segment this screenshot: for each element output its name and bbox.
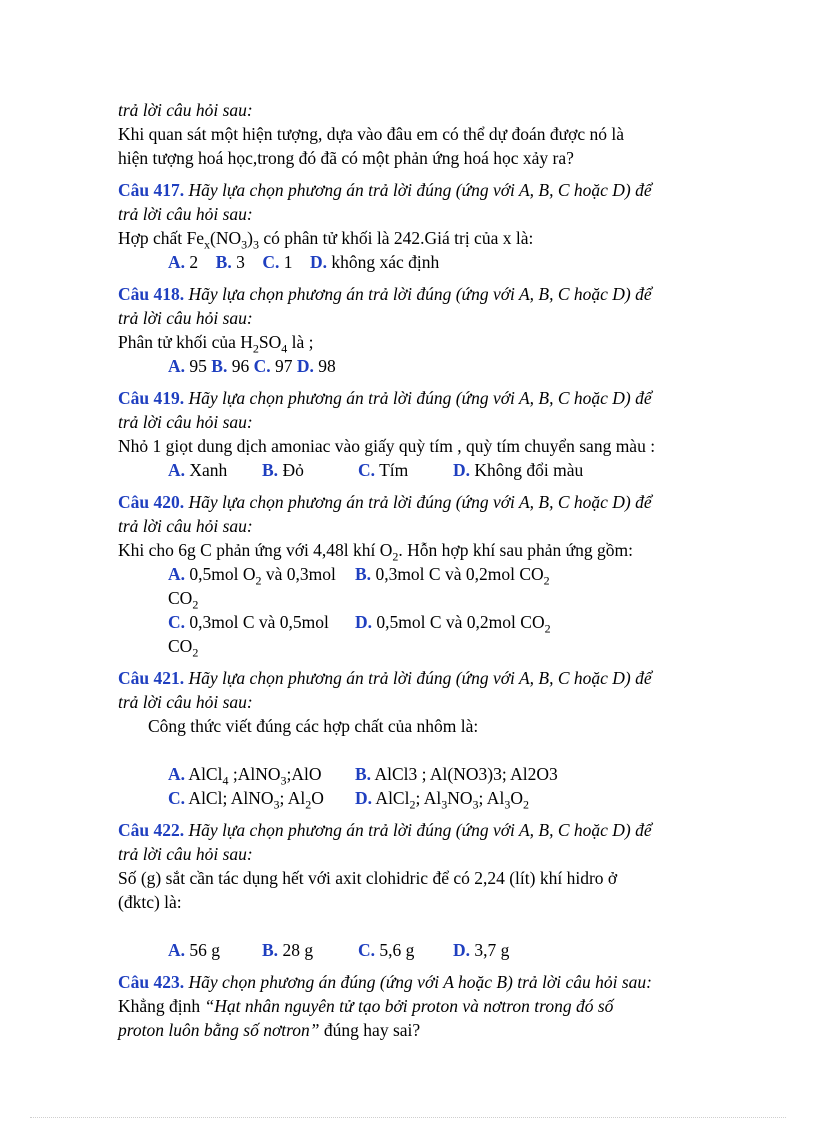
option-text: 1 <box>279 252 293 272</box>
question-419 <box>118 386 718 482</box>
question-423 <box>118 970 718 1042</box>
option-label: C. <box>358 940 376 960</box>
option-label: B. <box>262 940 279 960</box>
option-label: A. <box>168 252 186 272</box>
question-420 <box>118 490 718 658</box>
answer-options <box>168 354 718 378</box>
question-stem: Số (g) sắt cần tác dụng hết với axit clohidric để có 2,24 (lít) khí hidro ở <box>118 868 618 888</box>
question-422 <box>118 818 718 962</box>
option-label: A. <box>168 356 186 376</box>
option-text: Không đổi màu <box>470 460 584 480</box>
question-number: Câu 421. <box>118 668 185 688</box>
question-stem: Hợp chất $Fe_x(NO_3)_3$ có phân tử khối là 242.Giá trị của x là: <box>118 228 534 252</box>
instruction-line: Hãy lựa chọn phương án trả lời đúng (ứng với A, B, C hoặc D) để <box>188 284 652 304</box>
option-label: D. <box>453 460 471 480</box>
question-number: Câu 420. <box>118 492 185 512</box>
option-label: D. <box>296 356 314 376</box>
question-number: Câu 419. <box>118 388 185 408</box>
instruction-line: Hãy lựa chọn phương án trả lời đúng (ứng với A, B, C hoặc D) để <box>188 388 652 408</box>
question-number: Câu 417. <box>118 180 185 200</box>
instruction-line: Hãy chọn phương án đúng (ứng với A hoặc B) trả lời câu hỏi sau: <box>188 972 652 992</box>
instruction-line: Hãy lựa chọn phương án trả lời đúng (ứng với A, B, C hoặc D) để <box>188 492 652 512</box>
page-footer-rule <box>30 1117 786 1118</box>
instruction-line: trả lời câu hỏi sau: <box>118 412 253 432</box>
question-stem: Phân tử khối của $H_2SO_4$ là ; <box>118 332 314 356</box>
option-label: C. <box>358 460 376 480</box>
question-stem: Nhỏ 1 giọt dung dịch amoniac vào giấy quỳ tím , quỳ tím chuyển sang màu : <box>118 436 656 456</box>
question-stem: hiện tượng hoá học,trong đó đã có một phản ứng hoá học xảy ra? <box>118 148 574 168</box>
question-stem: proton luôn bằng số nơtron” đúng hay sai? <box>118 1020 421 1040</box>
instruction-line: Hãy lựa chọn phương án trả lời đúng (ứng với A, B, C hoặc D) để <box>188 180 652 200</box>
option-text: 95 <box>185 356 207 376</box>
instruction-line: Hãy lựa chọn phương án trả lời đúng (ứng với A, B, C hoặc D) để <box>188 820 652 840</box>
instruction-line: trả lời câu hỏi sau: <box>118 100 253 120</box>
question-421 <box>118 666 718 810</box>
answer-options: A. AlCl$_4$ ;AlNO$_3$;AlO B. AlCl3 ; Al(NO3)3; Al2O3 <box>168 764 558 788</box>
instruction-line: Hãy lựa chọn phương án trả lời đúng (ứng với A, B, C hoặc D) để <box>188 668 652 688</box>
answer-options: C. 0,3mol C và 0,5mol $CO_2$ D. 0,5mol C và 0,2mol $CO_2$ <box>168 612 551 660</box>
option-text: 3 <box>231 252 245 272</box>
question-number: Câu 423. <box>118 972 185 992</box>
option-label: B. <box>215 252 232 272</box>
question-417 <box>118 178 718 274</box>
question-stem: Khẳng định “Hạt nhân nguyên tử tạo bởi proton và nơtron trong đó số <box>118 996 614 1016</box>
answer-options <box>168 250 718 274</box>
instruction-line: trả lời câu hỏi sau: <box>118 692 253 712</box>
option-label: D. <box>309 252 327 272</box>
answer-options <box>168 458 718 482</box>
option-text: Đỏ <box>278 460 304 480</box>
question-stem: Khi quan sát một hiện tượng, dựa vào đâu em có thể dự đoán được nó là <box>118 124 624 144</box>
question-number: Câu 418. <box>118 284 185 304</box>
option-text: 98 <box>313 356 336 376</box>
option-text: 96 <box>227 356 250 376</box>
instruction-line: trả lời câu hỏi sau: <box>118 204 253 224</box>
option-label: C. <box>253 356 271 376</box>
question-stem: Công thức viết đúng các hợp chất của nhôm là: <box>148 716 479 736</box>
instruction-line: trả lời câu hỏi sau: <box>118 844 253 864</box>
option-text: 97 <box>270 356 293 376</box>
option-text: Tím <box>375 460 409 480</box>
question-418 <box>118 282 718 378</box>
option-text: 5,6 g <box>375 940 415 960</box>
option-text: Xanh <box>185 460 228 480</box>
answer-options: A. 0,5mol $O_2$ và 0,3mol $CO_2$ B. 0,3mol C và 0,2mol $CO_2$ <box>168 564 550 612</box>
option-text: 3,7 g <box>470 940 510 960</box>
document-page <box>118 98 718 1042</box>
answer-options <box>168 938 718 962</box>
instruction-line: trả lời câu hỏi sau: <box>118 308 253 328</box>
answer-options: C. AlCl; AlNO$_3$; $Al_2O$ D. AlCl$_2$; $Al_3NO_3$; $Al_3O_2$ <box>168 788 529 812</box>
question-number: Câu 422. <box>118 820 185 840</box>
option-label: B. <box>211 356 228 376</box>
option-label: B. <box>262 460 279 480</box>
question-stem: (đktc) là: <box>118 892 182 912</box>
option-label: C. <box>262 252 280 272</box>
option-label: D. <box>453 940 471 960</box>
question-stem: Khi cho 6g C phản ứng với 4,48l khí $O_2$. Hỗn hợp khí sau phản ứng gồm: <box>118 540 633 564</box>
option-text: 28 g <box>278 940 314 960</box>
option-label: A. <box>168 940 186 960</box>
instruction-line: trả lời câu hỏi sau: <box>118 516 253 536</box>
question-intro <box>118 98 718 170</box>
option-label: A. <box>168 460 186 480</box>
option-text: 56 g <box>185 940 221 960</box>
option-text: không xác định <box>326 252 440 272</box>
option-text: 2 <box>185 252 199 272</box>
